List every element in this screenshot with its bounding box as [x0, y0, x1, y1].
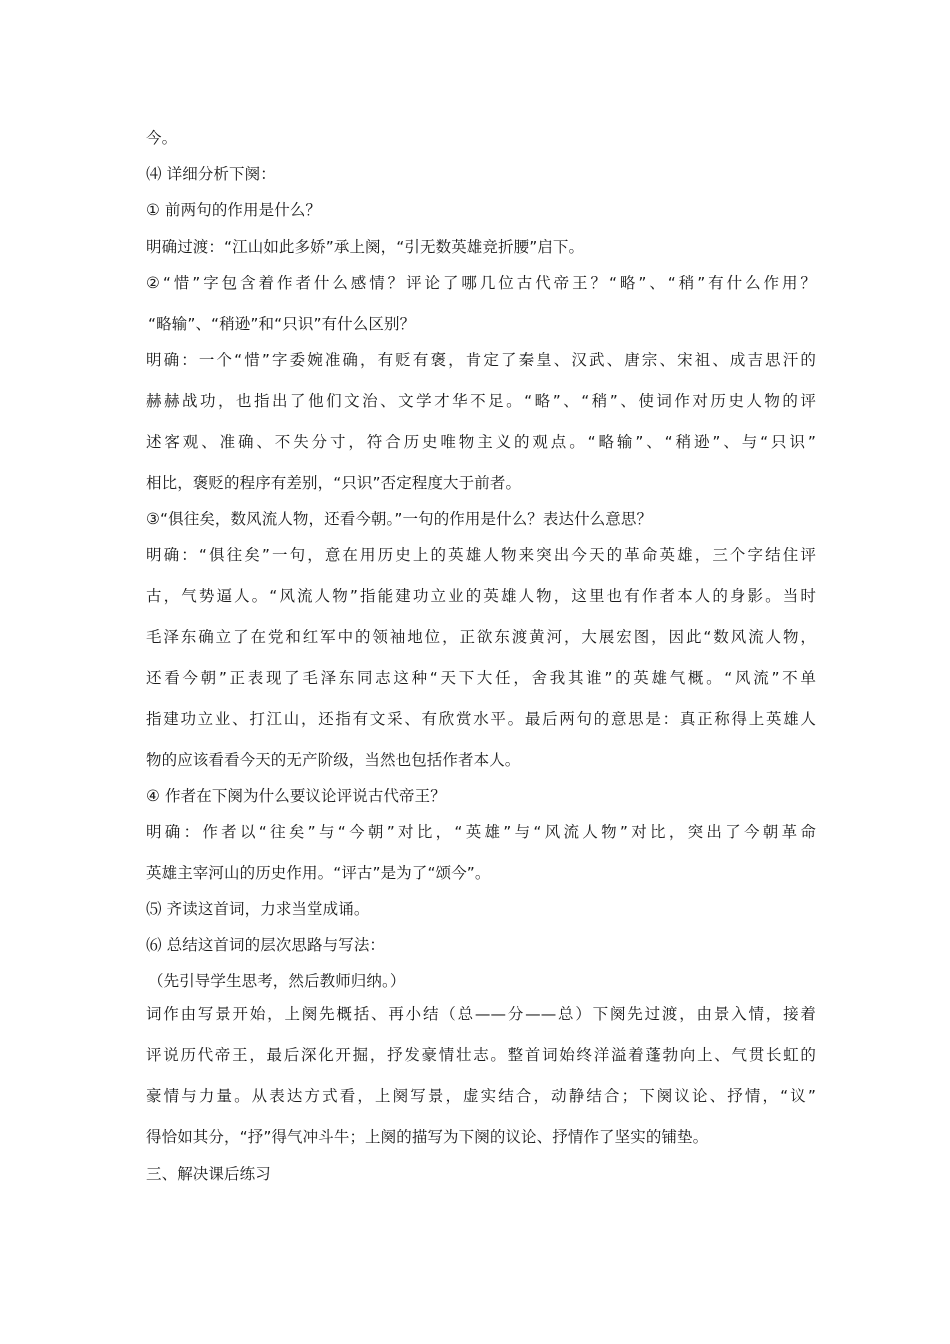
answer-line: 指建功立业、打江山，还指有文采、有欣赏水平。最后两句的意思是：真正称得上英雄人 — [146, 710, 816, 728]
answer-line: 古，气势逼人。“风流人物”指能建功立业的英雄人物，这里也有作者本人的身影。当时 — [146, 587, 816, 605]
answer-line: 英雄主宰河山的历史作用。“评古”是为了“颂今”。 — [146, 864, 491, 882]
answer-line: 明确：一个“惜”字委婉准确，有贬有褒，肯定了秦皇、汉武、唐宗、宋祖、成吉思汗的 — [146, 351, 816, 369]
summary-line: 豪情与力量。从表达方式看，上阕写景，虚实结合，动静结合；下阕议论、抒情，“议” — [146, 1087, 816, 1105]
question-line: ②“惜”字包含着作者什么感情？评论了哪几位古代帝王？“略”、“稍”有什么作用？ — [146, 274, 816, 292]
question-line: “略输”、“稍逊”和“只识”有什么区别？ — [148, 315, 416, 333]
answer-line: 毛泽东确立了在党和红军中的领袖地位，正欲东渡黄河，大展宏图，因此“数风流人物， — [146, 628, 816, 646]
summary-line: 评说历代帝王，最后深化开掘，抒发豪情壮志。整首词始终洋溢着蓬勃向上、气贯长虹的 — [146, 1046, 816, 1064]
question-line: ④ 作者在下阕为什么要议论评说古代帝王？ — [146, 787, 446, 805]
section-heading: 三、解决课后练习 — [146, 1165, 271, 1183]
answer-line: 明确：作者以“往矣”与“今朝”对比，“英雄”与“风流人物”对比，突出了今朝革命 — [146, 823, 816, 841]
summary-line: 词作由写景开始，上阕先概括、再小结（总——分——总）下阕先过渡，由景入情，接着 — [146, 1005, 816, 1023]
section-heading: ⑸ 齐读这首词，力求当堂成诵。 — [146, 900, 370, 918]
note-line: （先引导学生思考，然后教师归纳。） — [148, 972, 406, 990]
answer-line: 物的应该看看今天的无产阶级，当然也包括作者本人。 — [146, 751, 521, 769]
summary-line: 得恰如其分，“抒”得气冲斗牛；上阕的描写为下阕的议论、抒情作了坚实的铺垫。 — [146, 1128, 709, 1146]
answer-line: 相比，褒贬的程序有差别，“只识”否定程度大于前者。 — [146, 474, 522, 492]
section-heading: ⑷ 详细分析下阕： — [146, 165, 276, 183]
answer-line: 明确：“俱往矣”一句，意在用历史上的英雄人物来突出今天的革命英雄，三个字结住评 — [146, 546, 816, 564]
text-line: 今。 — [146, 129, 178, 147]
answer-line: 还看今朝”正表现了毛泽东同志这种“天下大任，舍我其谁”的英雄气概。“风流”不单 — [146, 669, 816, 687]
question-line: ③“俱往矣，数风流人物，还看今朝。”一句的作用是什么？表达什么意思？ — [146, 510, 653, 528]
section-heading: ⑹ 总结这首词的层次思路与写法： — [146, 936, 386, 954]
answer-line: 述客观、准确、不失分寸，符合历史唯物主义的观点。“略输”、“稍逊”、与“只识” — [146, 433, 816, 451]
answer-line: 明确过渡：“江山如此多娇”承上阕，“引无数英雄竞折腰”启下。 — [146, 238, 585, 256]
question-line: ① 前两句的作用是什么？ — [146, 201, 322, 219]
answer-line: 赫赫战功，也指出了他们文治、文学才华不足。“略”、“稍”、使词作对历史人物的评 — [146, 392, 816, 410]
